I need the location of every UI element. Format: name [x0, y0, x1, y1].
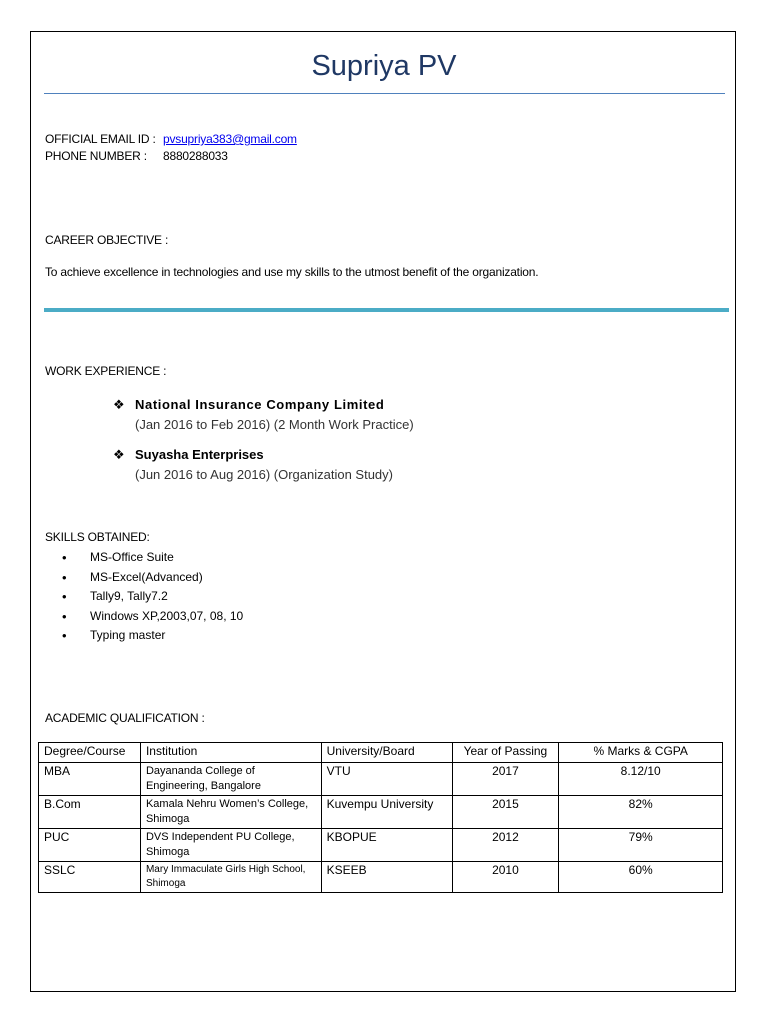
- degree-cell: B.Com: [39, 796, 141, 829]
- work-item-detail: (Jan 2016 to Feb 2016) (2 Month Work Practice): [135, 417, 414, 432]
- marks-cell: 82%: [559, 796, 723, 829]
- work-item-detail: (Jun 2016 to Aug 2016) (Organization Study): [135, 467, 393, 482]
- academic-table: [38, 742, 723, 893]
- institution-cell: Kamala Nehru Women’s College, Shimoga: [140, 796, 321, 829]
- institution-cell: Dayananda College of Engineering, Bangalore: [140, 763, 321, 796]
- table-header-row: [39, 743, 723, 763]
- table-row: [39, 862, 723, 893]
- university-cell: VTU: [321, 763, 452, 796]
- skill-item: • Typing master: [62, 626, 243, 646]
- career-objective-heading: CAREER OBJECTIVE :: [45, 233, 169, 247]
- column-header: Institution: [140, 743, 321, 763]
- title-divider: [44, 93, 725, 94]
- email-label: OFFICIAL EMAIL ID :: [45, 132, 156, 146]
- work-experience-heading: WORK EXPERIENCE :: [45, 364, 167, 378]
- column-header: University/Board: [321, 743, 452, 763]
- university-cell: KBOPUE: [321, 829, 452, 862]
- phone-label: PHONE NUMBER :: [45, 149, 147, 163]
- skill-item: • Tally9, Tally7.2: [62, 587, 243, 607]
- academic-heading: ACADEMIC QUALIFICATION :: [45, 711, 205, 725]
- column-header: Year of Passing: [452, 743, 559, 763]
- degree-cell: MBA: [39, 763, 141, 796]
- career-objective-text: To achieve excellence in technologies and use my skills to the utmost benefit of the organization.: [45, 265, 539, 279]
- skill-item: • MS-Excel(Advanced): [62, 568, 243, 588]
- diamond-bullet-icon: ❖: [113, 447, 125, 462]
- skills-heading: SKILLS OBTAINED:: [45, 530, 150, 544]
- skills-list: [62, 548, 243, 646]
- skill-item: • MS-Office Suite: [62, 548, 243, 568]
- year-cell: 2015: [452, 796, 559, 829]
- email-link[interactable]: pvsupriya383@gmail.com: [163, 132, 297, 146]
- year-cell: 2010: [452, 862, 559, 893]
- skill-item: • Windows XP,2003,07, 08, 10: [62, 607, 243, 627]
- table-row: [39, 796, 723, 829]
- column-header: % Marks & CGPA: [559, 743, 723, 763]
- institution-cell: DVS Independent PU College, Shimoga: [140, 829, 321, 862]
- column-header: Degree/Course: [39, 743, 141, 763]
- work-item-title: National Insurance Company Limited: [135, 397, 385, 412]
- university-cell: KSEEB: [321, 862, 452, 893]
- marks-cell: 8.12/10: [559, 763, 723, 796]
- section-divider: [44, 308, 729, 312]
- table-row: [39, 829, 723, 862]
- diamond-bullet-icon: ❖: [113, 397, 125, 412]
- institution-cell: Mary Immaculate Girls High School, Shimoga: [140, 862, 321, 893]
- phone-number: 8880288033: [163, 149, 228, 163]
- university-cell: Kuvempu University: [321, 796, 452, 829]
- year-cell: 2017: [452, 763, 559, 796]
- work-item-title: Suyasha Enterprises: [135, 447, 264, 462]
- table-row: [39, 763, 723, 796]
- year-cell: 2012: [452, 829, 559, 862]
- degree-cell: SSLC: [39, 862, 141, 893]
- resume-name: Supriya PV: [311, 50, 457, 82]
- marks-cell: 60%: [559, 862, 723, 893]
- marks-cell: 79%: [559, 829, 723, 862]
- degree-cell: PUC: [39, 829, 141, 862]
